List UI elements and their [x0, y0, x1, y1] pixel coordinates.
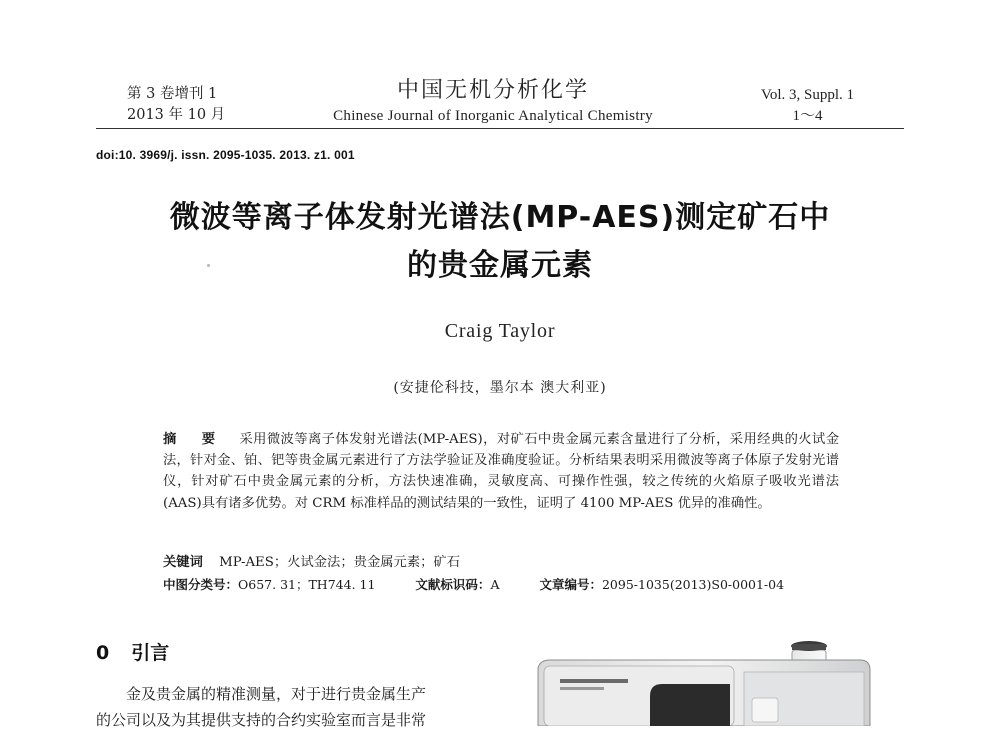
article-no-label: 文章编号： — [539, 577, 602, 592]
section-number: 0 — [96, 642, 110, 664]
mp-aes-instrument-illustration — [530, 636, 874, 726]
body-text — [96, 681, 516, 733]
header-rule — [96, 128, 904, 129]
abstract-label: 摘 要 — [163, 432, 226, 447]
classification-line — [163, 575, 784, 593]
title-line-2: 的贵金属元素 — [407, 248, 593, 283]
scan-speck — [207, 264, 210, 267]
article-no-value: 2095-1035(2013)S0-0001-04 — [601, 577, 785, 592]
keywords-label: 关键词 — [163, 555, 203, 570]
volume-en: Vol. 3, Suppl. 1 — [760, 87, 855, 103]
title-line-1: 微波等离子体发射光谱法(MP-AES)测定矿石中 — [169, 200, 831, 235]
date-cn: 2013 年 10 月 — [127, 107, 226, 123]
instrument-photo — [530, 636, 874, 726]
article-no-field — [539, 575, 784, 593]
abstract — [163, 429, 839, 514]
running-header-right — [740, 85, 875, 127]
clc-field — [163, 575, 375, 593]
body-line-1: 金及贵金属的精准测量，对于进行贵金属生产 — [126, 685, 427, 703]
doc-code-value: A — [490, 577, 500, 592]
abstract-text: 采用微波等离子体发射光谱法(MP-AES)，对矿石中贵金属元素含量进行了分析，采用经典的火试金法，针对金、铂、钯等贵金属元素进行了方法学验证及准确度验证。分析结果表明采用微波等离子体原子发射光谱仪，针对矿石中贵金属元素的分析，方法快速准确，灵敏度高、可操作性强，较之传统的火焰原子吸收光谱法(AAS)具有诸多优势。对 CRM 标准样品的测试结果的一致性，证明了 4100 MP-AES 优异的准确性。 — [163, 432, 839, 511]
doi[interactable]: doi:10. 3969/j. issn. 2095-1035. 2013. z1. 001 — [96, 148, 355, 162]
body-line-2: 的公司以及为其提供支持的合约实验室而言是非常 — [96, 711, 427, 729]
article-title — [96, 194, 904, 290]
author-name: Craig Taylor — [444, 320, 556, 342]
doc-code-field — [415, 575, 499, 593]
running-header-left — [127, 84, 225, 126]
brand-label-mark — [560, 679, 628, 683]
section-title: 引言 — [131, 642, 170, 664]
journal-name-en: Chinese Journal of Inorganic Analytical Chemistry — [333, 108, 653, 124]
doc-code-label: 文献标识码： — [415, 577, 491, 592]
volume-cn: 第 3 卷增刊 1 — [127, 86, 218, 102]
running-header-center — [300, 76, 686, 126]
section-heading — [96, 638, 169, 665]
keywords — [163, 551, 460, 570]
author-affiliation: (安捷伦科技，墨尔本 澳大利亚) — [393, 380, 607, 396]
journal-name-cn: 中国无机分析化学 — [396, 78, 589, 103]
clc-label: 中图分类号： — [163, 577, 239, 592]
keywords-text: MP-AES；火试金法；贵金属元素；矿石 — [219, 555, 461, 570]
page-range: 1～4 — [792, 108, 823, 124]
clc-value: O657. 31；TH744. 11 — [238, 577, 376, 592]
